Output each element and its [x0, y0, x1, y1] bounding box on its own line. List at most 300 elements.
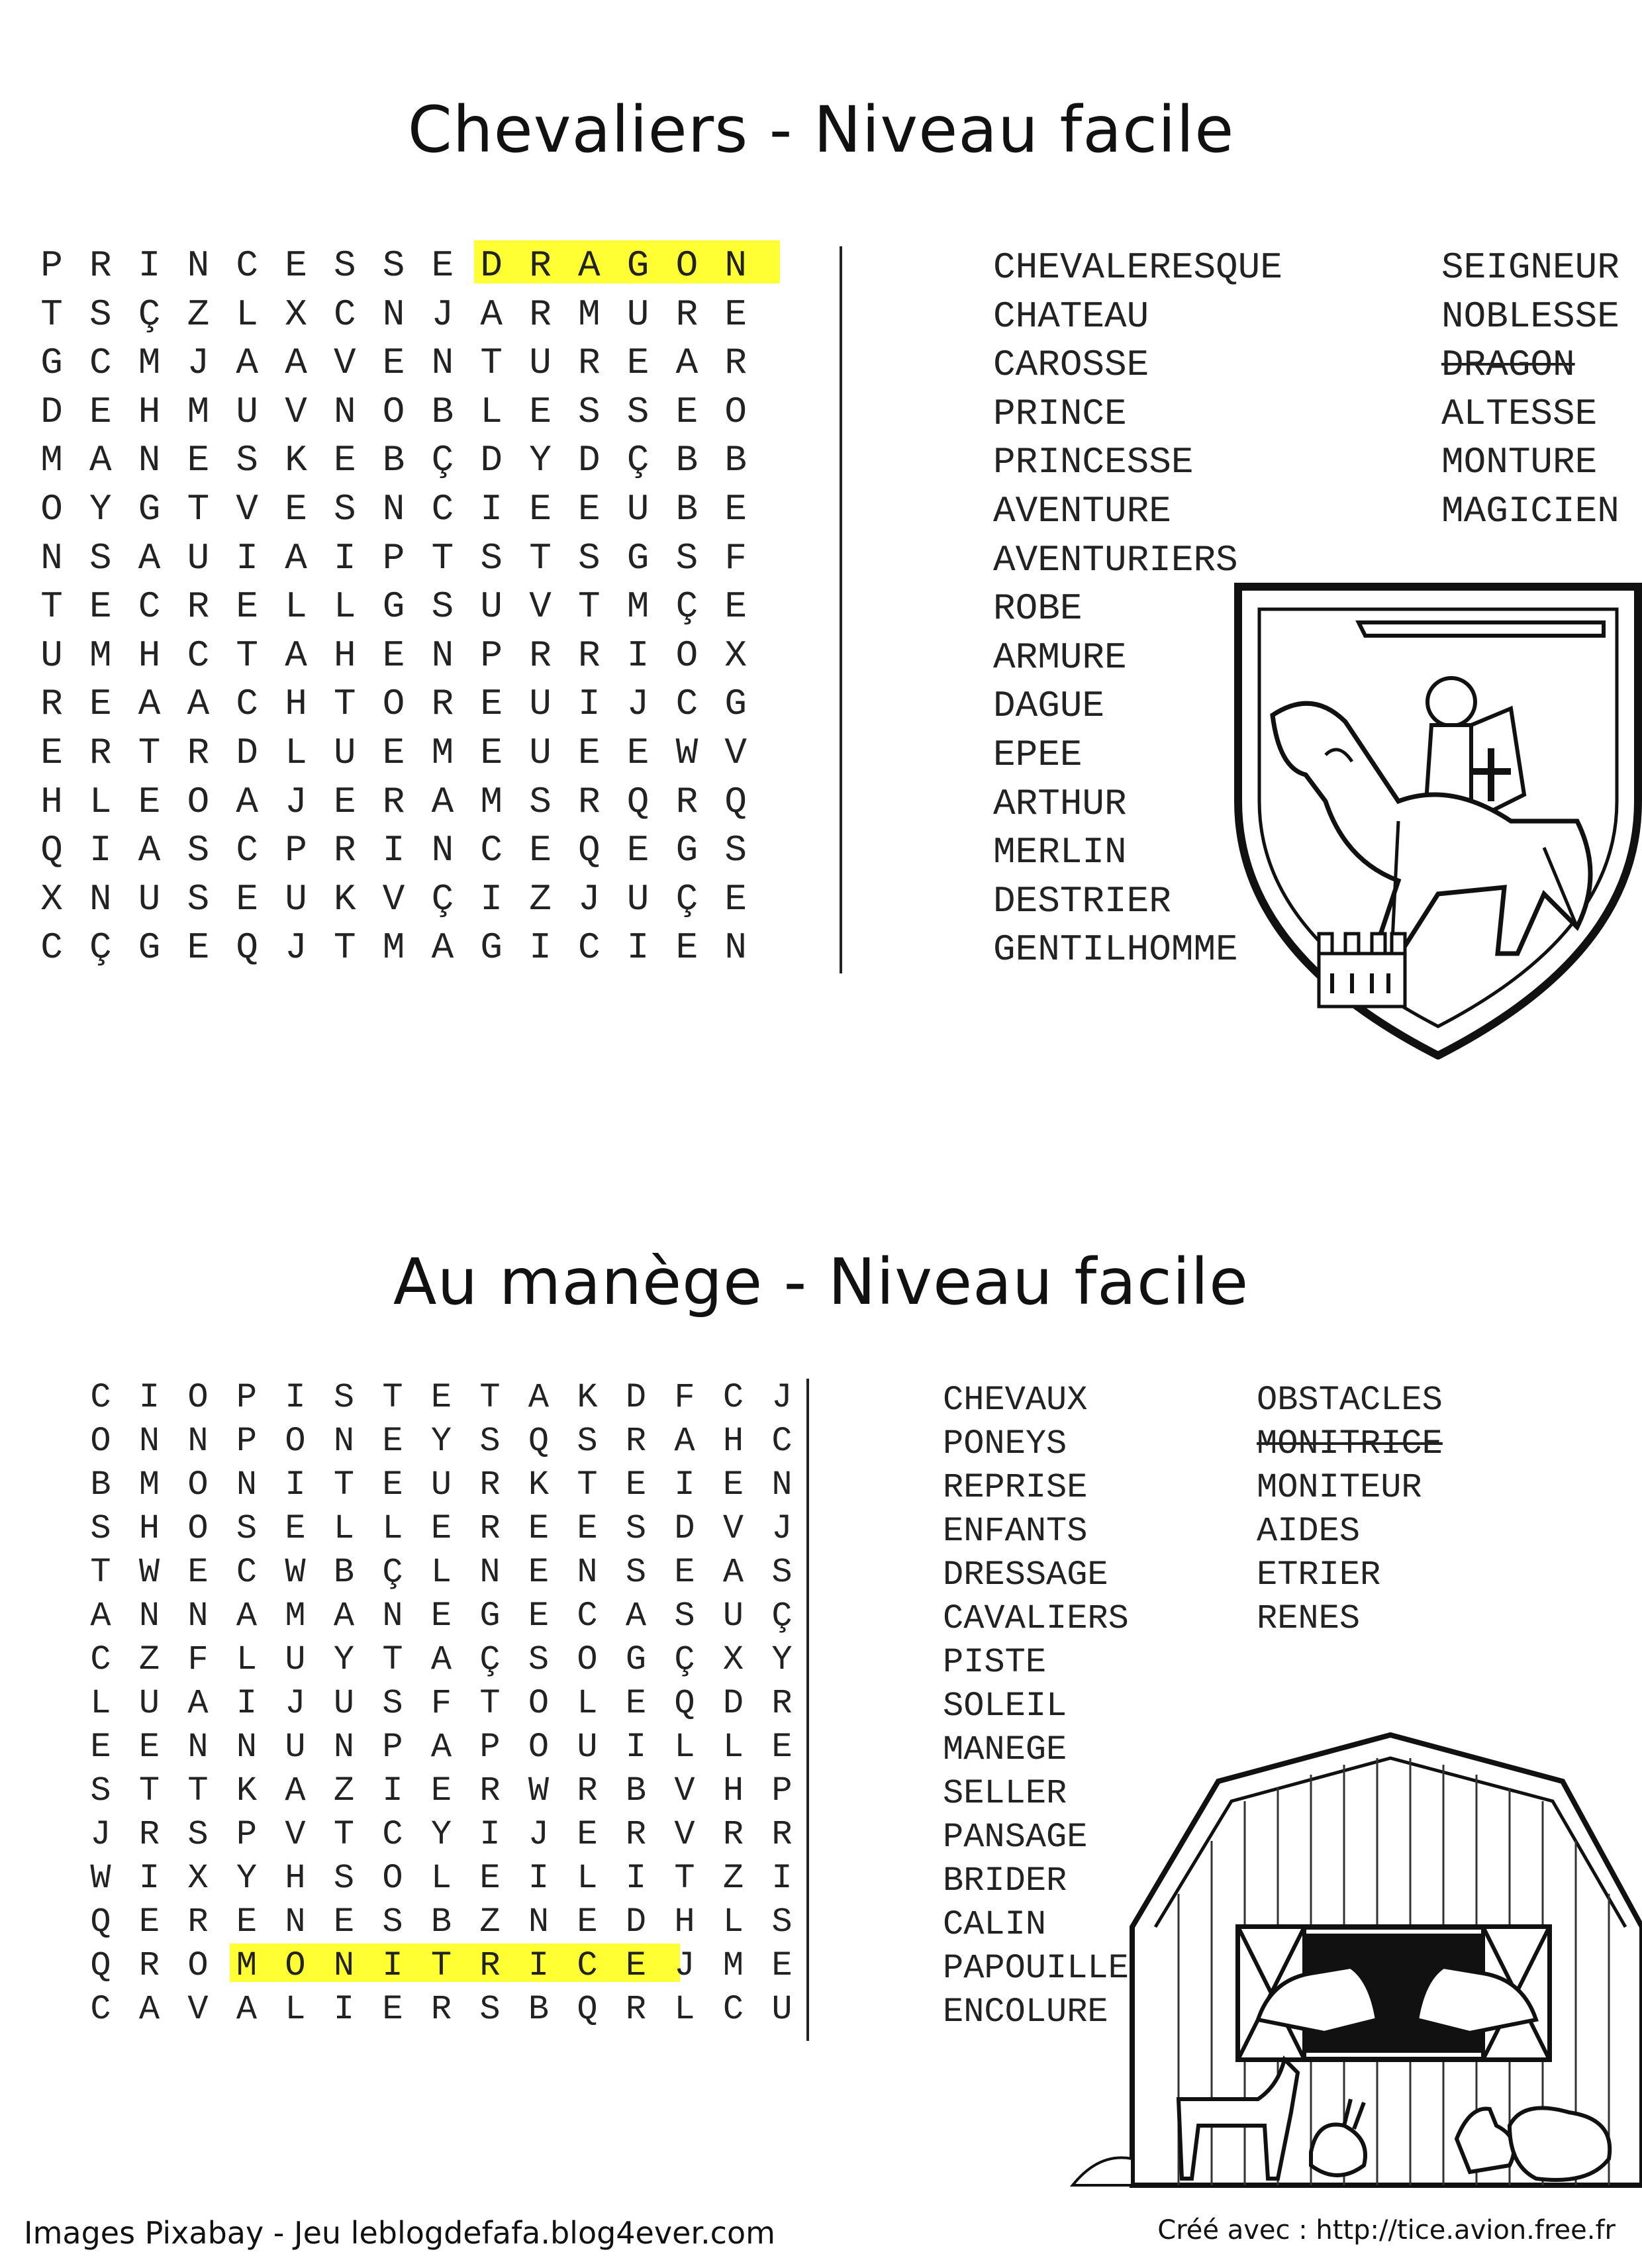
grid-letter[interactable]: D	[674, 1509, 695, 1548]
grid-letter[interactable]: R	[625, 1815, 647, 1854]
grid-letter[interactable]: S	[333, 1378, 355, 1417]
grid-letter[interactable]: W	[528, 1771, 550, 1810]
grid-letter[interactable]: Z	[333, 1771, 355, 1810]
grid-letter[interactable]: C	[236, 683, 258, 726]
grid-letter[interactable]: Q	[236, 926, 258, 969]
grid-letter[interactable]: M	[285, 1597, 306, 1636]
grid-letter[interactable]: R	[577, 634, 601, 677]
grid-letter[interactable]: N	[771, 1465, 793, 1504]
grid-letter[interactable]: A	[90, 1597, 111, 1636]
grid-letter[interactable]: T	[431, 536, 454, 579]
grid-letter[interactable]: G	[625, 1640, 647, 1679]
grid-letter[interactable]: D	[236, 732, 258, 774]
grid-letter[interactable]: U	[236, 390, 258, 433]
grid-letter[interactable]: I	[285, 1378, 306, 1417]
grid-letter[interactable]: Ç	[479, 1640, 501, 1679]
grid-letter[interactable]: R	[724, 342, 747, 385]
grid-letter[interactable]: L	[285, 585, 307, 628]
grid-letter[interactable]: U	[333, 1684, 355, 1723]
grid-letter[interactable]: R	[333, 829, 356, 872]
grid-letter[interactable]: J	[771, 1378, 793, 1417]
grid-letter[interactable]: E	[577, 1815, 598, 1854]
grid-letter[interactable]: S	[528, 1640, 550, 1679]
grid-letter[interactable]: M	[138, 1465, 160, 1504]
grid-letter[interactable]: C	[431, 488, 454, 530]
grid-letter[interactable]: T	[40, 585, 63, 628]
grid-letter[interactable]: B	[333, 1553, 355, 1592]
grid-letter[interactable]: P	[236, 1378, 258, 1417]
grid-letter[interactable]: P	[771, 1771, 793, 1810]
grid-letter[interactable]: E	[528, 1597, 550, 1636]
grid-letter[interactable]: R	[479, 1465, 501, 1504]
grid-letter[interactable]: B	[382, 439, 405, 482]
grid-letter[interactable]: C	[675, 683, 699, 726]
grid-letter[interactable]: Ç	[431, 877, 454, 920]
grid-letter[interactable]: I	[674, 1465, 695, 1504]
grid-letter[interactable]: V	[724, 732, 747, 774]
grid-letter[interactable]: U	[333, 732, 356, 774]
grid-letter[interactable]: C	[236, 244, 258, 287]
grid-letter[interactable]: T	[577, 1465, 598, 1504]
grid-letter[interactable]: T	[333, 1465, 355, 1504]
grid-letter[interactable]: E	[333, 780, 356, 823]
grid-letter[interactable]: N	[138, 1422, 160, 1461]
grid-letter[interactable]: R	[675, 780, 699, 823]
grid-letter[interactable]: C	[382, 1815, 403, 1854]
grid-letter[interactable]: E	[382, 634, 405, 677]
grid-letter[interactable]: I	[626, 634, 650, 677]
grid-letter[interactable]: W	[675, 732, 699, 774]
grid-letter[interactable]: Ç	[626, 439, 650, 482]
grid-letter[interactable]: O	[382, 390, 405, 433]
grid-letter[interactable]: B	[724, 439, 747, 482]
grid-letter[interactable]: S	[480, 536, 503, 579]
grid-letter[interactable]: E	[187, 1553, 209, 1592]
grid-letter[interactable]: N	[577, 1553, 598, 1592]
grid-letter[interactable]: C	[577, 926, 601, 969]
grid-letter[interactable]: I	[285, 1465, 306, 1504]
grid-letter[interactable]: B	[431, 390, 454, 433]
grid-letter[interactable]: R	[138, 1946, 160, 1985]
grid-letter[interactable]: N	[187, 1728, 209, 1767]
grid-letter[interactable]: A	[187, 1684, 209, 1723]
grid-letter[interactable]: C	[40, 926, 63, 969]
grid-letter[interactable]: O	[285, 1946, 306, 1985]
grid-letter[interactable]: I	[626, 926, 650, 969]
grid-letter[interactable]: W	[285, 1553, 306, 1592]
grid-letter[interactable]: J	[674, 1946, 695, 1985]
grid-letter[interactable]: H	[285, 1859, 306, 1898]
grid-letter[interactable]: E	[771, 1946, 793, 1985]
grid-letter[interactable]: L	[480, 390, 503, 433]
grid-letter[interactable]: E	[674, 1553, 695, 1592]
grid-letter[interactable]: U	[529, 342, 552, 385]
grid-letter[interactable]: R	[187, 585, 210, 628]
grid-letter[interactable]: Q	[577, 829, 601, 872]
grid-letter[interactable]: G	[480, 926, 503, 969]
grid-letter[interactable]: R	[577, 1771, 598, 1810]
grid-letter[interactable]: S	[577, 536, 601, 579]
grid-letter[interactable]: I	[89, 829, 112, 872]
grid-letter[interactable]: E	[40, 732, 63, 774]
grid-letter[interactable]: N	[431, 342, 454, 385]
grid-letter[interactable]: E	[724, 488, 747, 530]
grid-letter[interactable]: H	[674, 1902, 695, 1942]
grid-letter[interactable]: U	[771, 1990, 793, 2029]
grid-letter[interactable]: N	[333, 1728, 355, 1767]
grid-letter[interactable]: L	[236, 1640, 258, 1679]
grid-letter[interactable]: L	[722, 1728, 744, 1767]
grid-letter[interactable]: C	[236, 829, 258, 872]
grid-letter[interactable]: C	[577, 1946, 598, 1985]
grid-letter[interactable]: A	[236, 780, 258, 823]
grid-letter[interactable]: S	[771, 1553, 793, 1592]
grid-letter[interactable]: M	[236, 1946, 258, 1985]
grid-letter[interactable]: A	[138, 1990, 160, 2029]
grid-letter[interactable]: M	[89, 634, 112, 677]
grid-letter[interactable]: O	[187, 1509, 209, 1548]
grid-letter[interactable]: E	[529, 488, 552, 530]
grid-letter[interactable]: S	[479, 1990, 501, 2029]
grid-letter[interactable]: P	[236, 1422, 258, 1461]
grid-letter[interactable]: E	[430, 1509, 452, 1548]
grid-letter[interactable]: E	[675, 926, 699, 969]
grid-letter[interactable]: E	[236, 585, 258, 628]
grid-letter[interactable]: P	[480, 634, 503, 677]
grid-letter[interactable]: U	[430, 1465, 452, 1504]
grid-letter[interactable]: A	[625, 1597, 647, 1636]
grid-letter[interactable]: T	[479, 1684, 501, 1723]
grid-letter[interactable]: F	[724, 536, 747, 579]
grid-letter[interactable]: T	[382, 1378, 403, 1417]
grid-letter[interactable]: U	[285, 1728, 306, 1767]
grid-letter[interactable]: C	[333, 293, 356, 336]
grid-letter[interactable]: O	[382, 1859, 403, 1898]
grid-letter[interactable]: C	[90, 1990, 111, 2029]
grid-letter[interactable]: U	[138, 1684, 160, 1723]
grid-letter[interactable]: A	[431, 780, 454, 823]
grid-letter[interactable]: I	[479, 1815, 501, 1854]
grid-letter[interactable]: I	[333, 536, 356, 579]
grid-letter[interactable]: R	[625, 1422, 647, 1461]
grid-letter[interactable]: D	[625, 1378, 647, 1417]
grid-letter[interactable]: N	[236, 1728, 258, 1767]
grid-letter[interactable]: S	[625, 1509, 647, 1548]
grid-letter[interactable]: L	[285, 1990, 306, 2029]
grid-letter[interactable]: L	[430, 1859, 452, 1898]
grid-letter[interactable]: S	[89, 293, 112, 336]
grid-letter[interactable]: Q	[90, 1902, 111, 1942]
grid-letter[interactable]: O	[528, 1684, 550, 1723]
grid-letter[interactable]: A	[675, 342, 699, 385]
grid-letter[interactable]: E	[285, 1509, 306, 1548]
grid-letter[interactable]: E	[675, 390, 699, 433]
grid-letter[interactable]: A	[236, 1597, 258, 1636]
grid-letter[interactable]: X	[187, 1859, 209, 1898]
grid-letter[interactable]: U	[529, 732, 552, 774]
grid-letter[interactable]: V	[187, 1990, 209, 2029]
grid-letter[interactable]: A	[236, 342, 258, 385]
grid-letter[interactable]: H	[138, 634, 161, 677]
grid-letter[interactable]: R	[479, 1509, 501, 1548]
grid-letter[interactable]: H	[285, 683, 307, 726]
grid-letter[interactable]: N	[382, 1597, 403, 1636]
grid-letter[interactable]: U	[722, 1597, 744, 1636]
grid-letter[interactable]: E	[529, 390, 552, 433]
grid-letter[interactable]: R	[722, 1815, 744, 1854]
grid-letter[interactable]: B	[675, 439, 699, 482]
grid-letter[interactable]: R	[771, 1684, 793, 1723]
grid-letter[interactable]: P	[479, 1728, 501, 1767]
grid-letter[interactable]: T	[333, 1815, 355, 1854]
grid-letter[interactable]: N	[333, 1422, 355, 1461]
grid-letter[interactable]: L	[674, 1728, 695, 1767]
grid-letter[interactable]: O	[90, 1422, 111, 1461]
grid-letter[interactable]: T	[479, 1378, 501, 1417]
grid-letter[interactable]: S	[333, 488, 356, 530]
grid-letter[interactable]: E	[382, 1990, 403, 2029]
grid-letter[interactable]: S	[382, 1902, 403, 1942]
grid-letter[interactable]: X	[722, 1640, 744, 1679]
grid-letter[interactable]: U	[285, 1640, 306, 1679]
grid-letter[interactable]: Y	[89, 488, 112, 530]
grid-letter[interactable]: H	[722, 1771, 744, 1810]
grid-letter[interactable]: I	[236, 536, 258, 579]
grid-letter[interactable]: S	[626, 390, 650, 433]
grid-letter[interactable]: I	[577, 683, 601, 726]
grid-letter[interactable]: R	[89, 244, 112, 287]
grid-letter[interactable]: C	[138, 585, 161, 628]
grid-letter[interactable]: S	[577, 1422, 598, 1461]
grid-letter[interactable]: I	[480, 877, 503, 920]
grid-letter[interactable]: T	[236, 634, 258, 677]
grid-letter[interactable]: Q	[40, 829, 63, 872]
grid-letter[interactable]: S	[333, 1859, 355, 1898]
grid-letter[interactable]: Z	[138, 1640, 160, 1679]
grid-letter[interactable]: O	[675, 244, 699, 287]
grid-letter[interactable]: T	[138, 732, 161, 774]
grid-letter[interactable]: A	[674, 1422, 695, 1461]
grid-letter[interactable]: P	[285, 829, 307, 872]
grid-letter[interactable]: S	[89, 536, 112, 579]
grid-letter[interactable]: S	[577, 390, 601, 433]
grid-letter[interactable]: H	[138, 390, 161, 433]
grid-letter[interactable]: U	[626, 293, 650, 336]
grid-letter[interactable]: R	[431, 683, 454, 726]
grid-letter[interactable]: S	[187, 829, 210, 872]
grid-letter[interactable]: I	[625, 1728, 647, 1767]
grid-letter[interactable]: U	[285, 877, 307, 920]
grid-letter[interactable]: L	[722, 1902, 744, 1942]
grid-letter[interactable]: N	[138, 1597, 160, 1636]
grid-letter[interactable]: G	[138, 488, 161, 530]
grid-letter[interactable]: A	[138, 683, 161, 726]
grid-letter[interactable]: P	[236, 1815, 258, 1854]
grid-letter[interactable]: S	[90, 1771, 111, 1810]
grid-letter[interactable]: F	[430, 1684, 452, 1723]
grid-letter[interactable]: C	[480, 829, 503, 872]
grid-letter[interactable]: N	[40, 536, 63, 579]
grid-letter[interactable]: I	[480, 488, 503, 530]
grid-letter[interactable]: E	[430, 1597, 452, 1636]
grid-letter[interactable]: E	[528, 1509, 550, 1548]
grid-letter[interactable]: B	[528, 1990, 550, 2029]
grid-letter[interactable]: E	[236, 877, 258, 920]
grid-letter[interactable]: E	[577, 1509, 598, 1548]
grid-letter[interactable]: H	[40, 780, 63, 823]
grid-letter[interactable]: K	[577, 1378, 598, 1417]
grid-letter[interactable]: L	[89, 780, 112, 823]
grid-letter[interactable]: A	[480, 293, 503, 336]
grid-letter[interactable]: W	[90, 1859, 111, 1898]
grid-letter[interactable]: Z	[529, 877, 552, 920]
grid-letter[interactable]: E	[138, 1902, 160, 1942]
grid-letter[interactable]: Y	[430, 1815, 452, 1854]
grid-letter[interactable]: I	[528, 1946, 550, 1985]
grid-letter[interactable]: Z	[479, 1902, 501, 1942]
grid-letter[interactable]: A	[138, 536, 161, 579]
grid-letter[interactable]: E	[89, 683, 112, 726]
grid-letter[interactable]: A	[333, 1597, 355, 1636]
grid-letter[interactable]: R	[577, 780, 601, 823]
grid-letter[interactable]: O	[577, 1640, 598, 1679]
grid-letter[interactable]: N	[187, 1597, 209, 1636]
grid-letter[interactable]: R	[430, 1990, 452, 2029]
grid-letter[interactable]: E	[187, 926, 210, 969]
grid-letter[interactable]: M	[626, 585, 650, 628]
grid-letter[interactable]: N	[138, 439, 161, 482]
grid-letter[interactable]: D	[625, 1902, 647, 1942]
grid-letter[interactable]: H	[138, 1509, 160, 1548]
grid-letter[interactable]: D	[480, 439, 503, 482]
grid-letter[interactable]: S	[771, 1902, 793, 1942]
grid-letter[interactable]: P	[382, 1728, 403, 1767]
grid-letter[interactable]: A	[236, 1990, 258, 2029]
grid-letter[interactable]: Ç	[431, 439, 454, 482]
grid-letter[interactable]: N	[724, 926, 747, 969]
grid-letter[interactable]: J	[187, 342, 210, 385]
grid-letter[interactable]: T	[90, 1553, 111, 1592]
grid-letter[interactable]: S	[625, 1553, 647, 1592]
grid-letter[interactable]: Ç	[771, 1597, 793, 1636]
grid-letter[interactable]: K	[285, 439, 307, 482]
grid-letter[interactable]: K	[236, 1771, 258, 1810]
grid-letter[interactable]: R	[529, 293, 552, 336]
grid-letter[interactable]: R	[479, 1946, 501, 1985]
grid-letter[interactable]: L	[577, 1859, 598, 1898]
grid-letter[interactable]: Q	[626, 780, 650, 823]
grid-letter[interactable]: A	[138, 829, 161, 872]
grid-letter[interactable]: E	[382, 732, 405, 774]
grid-letter[interactable]: T	[674, 1859, 695, 1898]
grid-letter[interactable]: J	[431, 293, 454, 336]
grid-letter[interactable]: E	[285, 488, 307, 530]
grid-letter[interactable]: M	[480, 780, 503, 823]
grid-letter[interactable]: R	[625, 1990, 647, 2029]
grid-letter[interactable]: D	[577, 439, 601, 482]
grid-letter[interactable]: S	[90, 1509, 111, 1548]
grid-letter[interactable]: I	[382, 1771, 403, 1810]
grid-letter[interactable]: O	[187, 1946, 209, 1985]
grid-letter[interactable]: U	[187, 536, 210, 579]
grid-letter[interactable]: N	[333, 390, 356, 433]
grid-letter[interactable]: Ç	[138, 293, 161, 336]
grid-letter[interactable]: E	[577, 488, 601, 530]
grid-letter[interactable]: R	[40, 683, 63, 726]
grid-letter[interactable]: D	[722, 1684, 744, 1723]
grid-letter[interactable]: Q	[577, 1990, 598, 2029]
grid-letter[interactable]: Q	[90, 1946, 111, 1985]
grid-letter[interactable]: O	[187, 1378, 209, 1417]
grid-letter[interactable]: E	[285, 244, 307, 287]
grid-letter[interactable]: S	[674, 1597, 695, 1636]
grid-letter[interactable]: R	[675, 293, 699, 336]
grid-letter[interactable]: S	[187, 1815, 209, 1854]
grid-letter[interactable]: L	[90, 1684, 111, 1723]
grid-letter[interactable]: Ç	[674, 1640, 695, 1679]
grid-letter[interactable]: D	[40, 390, 63, 433]
grid-letter[interactable]: V	[285, 1815, 306, 1854]
grid-letter[interactable]: J	[771, 1509, 793, 1548]
grid-letter[interactable]: I	[382, 1946, 403, 1985]
grid-letter[interactable]: K	[333, 877, 356, 920]
grid-letter[interactable]: A	[722, 1553, 744, 1592]
grid-letter[interactable]: A	[431, 926, 454, 969]
grid-letter[interactable]: R	[529, 244, 552, 287]
grid-letter[interactable]: E	[528, 1553, 550, 1592]
grid-letter[interactable]: A	[577, 244, 601, 287]
grid-letter[interactable]: R	[479, 1771, 501, 1810]
grid-letter[interactable]: N	[187, 1422, 209, 1461]
grid-letter[interactable]: J	[285, 780, 307, 823]
grid-letter[interactable]: A	[430, 1640, 452, 1679]
grid-letter[interactable]: T	[333, 683, 356, 726]
grid-letter[interactable]: E	[724, 585, 747, 628]
grid-letter[interactable]: O	[40, 488, 63, 530]
grid-letter[interactable]: S	[187, 877, 210, 920]
grid-letter[interactable]: B	[430, 1902, 452, 1942]
grid-letter[interactable]: N	[89, 877, 112, 920]
grid-letter[interactable]: M	[722, 1946, 744, 1985]
grid-letter[interactable]: Ç	[675, 877, 699, 920]
grid-letter[interactable]: R	[187, 732, 210, 774]
grid-letter[interactable]: J	[285, 926, 307, 969]
grid-letter[interactable]: T	[382, 1640, 403, 1679]
grid-letter[interactable]: S	[529, 780, 552, 823]
grid-letter[interactable]: R	[187, 1902, 209, 1942]
grid-letter[interactable]: T	[480, 342, 503, 385]
grid-letter[interactable]: E	[577, 1902, 598, 1942]
grid-letter[interactable]: E	[382, 1465, 403, 1504]
grid-letter[interactable]: Y	[771, 1640, 793, 1679]
grid-letter[interactable]: L	[430, 1553, 452, 1592]
grid-letter[interactable]: K	[528, 1465, 550, 1504]
grid-letter[interactable]: H	[333, 634, 356, 677]
grid-letter[interactable]: E	[333, 1902, 355, 1942]
grid-letter[interactable]: V	[236, 488, 258, 530]
grid-letter[interactable]: T	[138, 1771, 160, 1810]
grid-letter[interactable]: S	[382, 244, 405, 287]
grid-letter[interactable]: V	[674, 1815, 695, 1854]
grid-letter[interactable]: M	[431, 732, 454, 774]
grid-letter[interactable]: N	[431, 634, 454, 677]
grid-letter[interactable]: M	[40, 439, 63, 482]
grid-letter[interactable]: C	[90, 1378, 111, 1417]
grid-letter[interactable]: T	[187, 488, 210, 530]
grid-letter[interactable]: E	[722, 1465, 744, 1504]
grid-letter[interactable]: Ç	[382, 1553, 403, 1592]
grid-letter[interactable]: M	[577, 293, 601, 336]
